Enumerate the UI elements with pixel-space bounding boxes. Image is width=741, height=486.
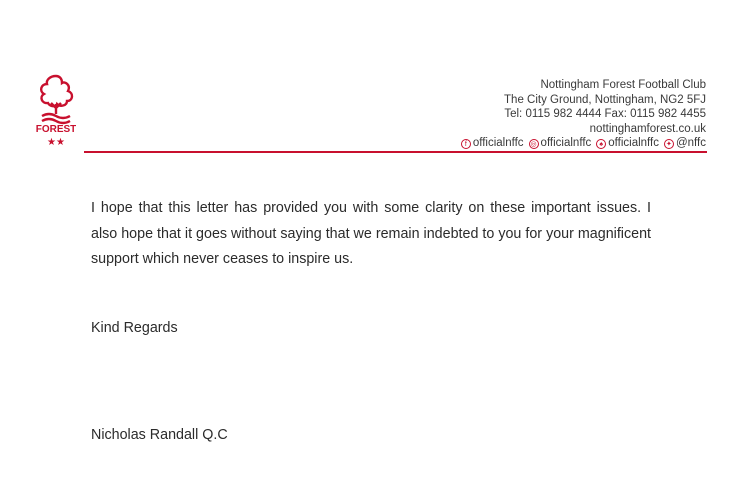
letter-signatory: Nicholas Randall Q.C — [91, 427, 228, 443]
snapchat-icon: ♠ — [596, 139, 606, 149]
social-instagram — [529, 136, 592, 151]
tree-crest-icon — [36, 72, 76, 152]
club-address: The City Ground, Nottingham, NG2 5FJ — [504, 93, 706, 106]
social-snapchat — [596, 136, 659, 151]
club-name: Nottingham Forest Football Club — [540, 79, 706, 91]
social-handle: officialnffc — [608, 137, 659, 150]
club-website: nottinghamforest.co.uk — [589, 122, 706, 135]
social-facebook — [461, 136, 524, 151]
instagram-icon: ◎ — [530, 140, 537, 148]
social-handles — [461, 136, 706, 151]
letterhead — [461, 78, 706, 151]
twitter-icon: ✦ — [664, 139, 674, 149]
facebook-icon: f — [461, 139, 471, 149]
logo-stars: ★★ — [47, 137, 65, 148]
social-handle: officialnffc — [472, 137, 524, 150]
logo-wordmark: FOREST — [36, 124, 76, 135]
club-contact: Tel: 0115 982 4444 Fax: 0115 982 4455 — [504, 108, 706, 121]
social-twitter — [664, 136, 706, 151]
social-handle: officialnffc — [540, 137, 592, 150]
letter-body: I hope that this letter has provided you with some clarity on these important issues. I also hope that it goes without saying that we remain indebted to you for your magnificent support which never ceases to inspire us. — [91, 200, 651, 267]
club-logo — [36, 72, 76, 152]
letterhead-divider — [84, 151, 707, 153]
letter-closing: Kind Regards — [91, 320, 178, 336]
social-handle: @nffc — [675, 137, 706, 150]
